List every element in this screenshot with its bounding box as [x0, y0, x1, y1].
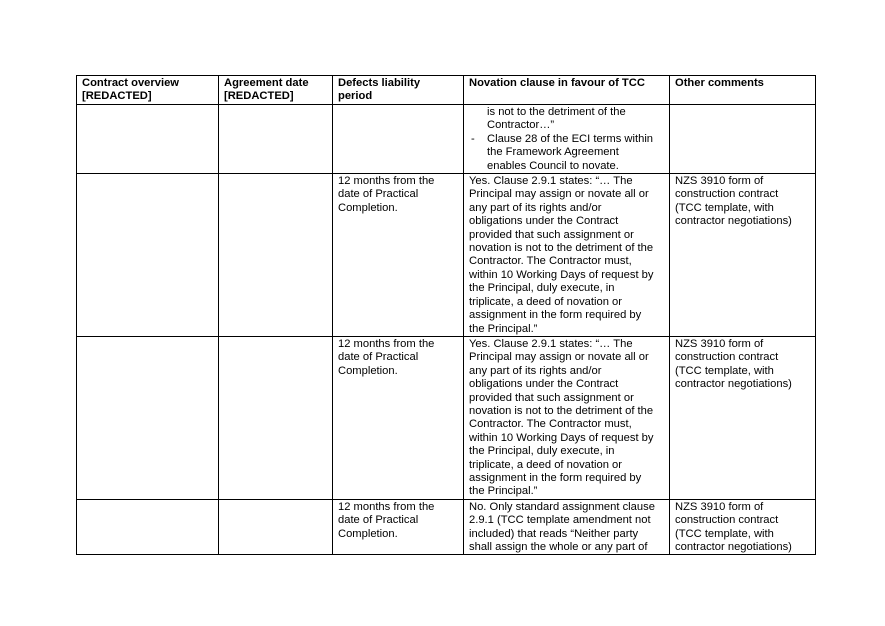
cell-agreement-date: [219, 174, 333, 337]
bullet-dash: -: [471, 132, 475, 145]
table-row: [77, 336, 816, 499]
contracts-table: [76, 75, 816, 555]
table-header-row: [77, 76, 816, 105]
novation-bullet: - Clause 28 of the ECI terms within the Framework Agreement enables Council to novate.: [471, 132, 654, 172]
cell-novation: [464, 105, 670, 174]
cell-defects: 12 months from the date of Practical Completion.: [333, 174, 464, 337]
cell-comments: NZS 3910 form of construction contract (TCC template, with contractor negotiations): [670, 499, 816, 555]
header-agreement-date: Agreement date [REDACTED]: [219, 76, 333, 105]
table-row: [77, 174, 816, 337]
cell-contract-overview: [77, 499, 219, 555]
novation-continuation: is not to the detriment of the Contractor…”: [487, 106, 626, 132]
cell-agreement-date: [219, 105, 333, 174]
table-row: [77, 499, 816, 555]
cell-comments: NZS 3910 form of construction contract (TCC template, with contractor negotiations): [670, 174, 816, 337]
cell-novation: Yes. Clause 2.9.1 states: “… The Principal may assign or novate all or any part of its rights and/or obligations under the Contract provided that such assignment or novation is not to the detriment of the Contractor. The Contractor must, within 10 Working Days of request by the Principal, duly execute, in triplicate, a deed of novation or assignment in the form required by the Principal.”: [464, 336, 670, 499]
cell-agreement-date: [219, 336, 333, 499]
cell-defects: 12 months from the date of Practical Completion.: [333, 336, 464, 499]
cell-agreement-date: [219, 499, 333, 555]
cell-novation: Yes. Clause 2.9.1 states: “… The Principal may assign or novate all or any part of its rights and/or obligations under the Contract provided that such assignment or novation is not to the detriment of the Contractor. The Contractor must, within 10 Working Days of request by the Principal, duly execute, in triplicate, a deed of novation or assignment in the form required by the Principal.”: [464, 174, 670, 337]
header-defects-liability: Defects liability period: [333, 76, 464, 105]
cell-comments: [670, 105, 816, 174]
cell-novation: No. Only standard assignment clause 2.9.1 (TCC template amendment not included) that reads “Neither party shall assign the whole or any part of: [464, 499, 670, 555]
cell-defects: [333, 105, 464, 174]
header-other-comments: Other comments: [670, 76, 816, 105]
table-row: [77, 105, 816, 174]
cell-contract-overview: [77, 105, 219, 174]
cell-comments: NZS 3910 form of construction contract (TCC template, with contractor negotiations): [670, 336, 816, 499]
header-novation-clause: Novation clause in favour of TCC: [464, 76, 670, 105]
cell-contract-overview: [77, 336, 219, 499]
header-contract-overview: Contract overview [REDACTED]: [77, 76, 219, 105]
cell-defects: 12 months from the date of Practical Completion.: [333, 499, 464, 555]
cell-contract-overview: [77, 174, 219, 337]
